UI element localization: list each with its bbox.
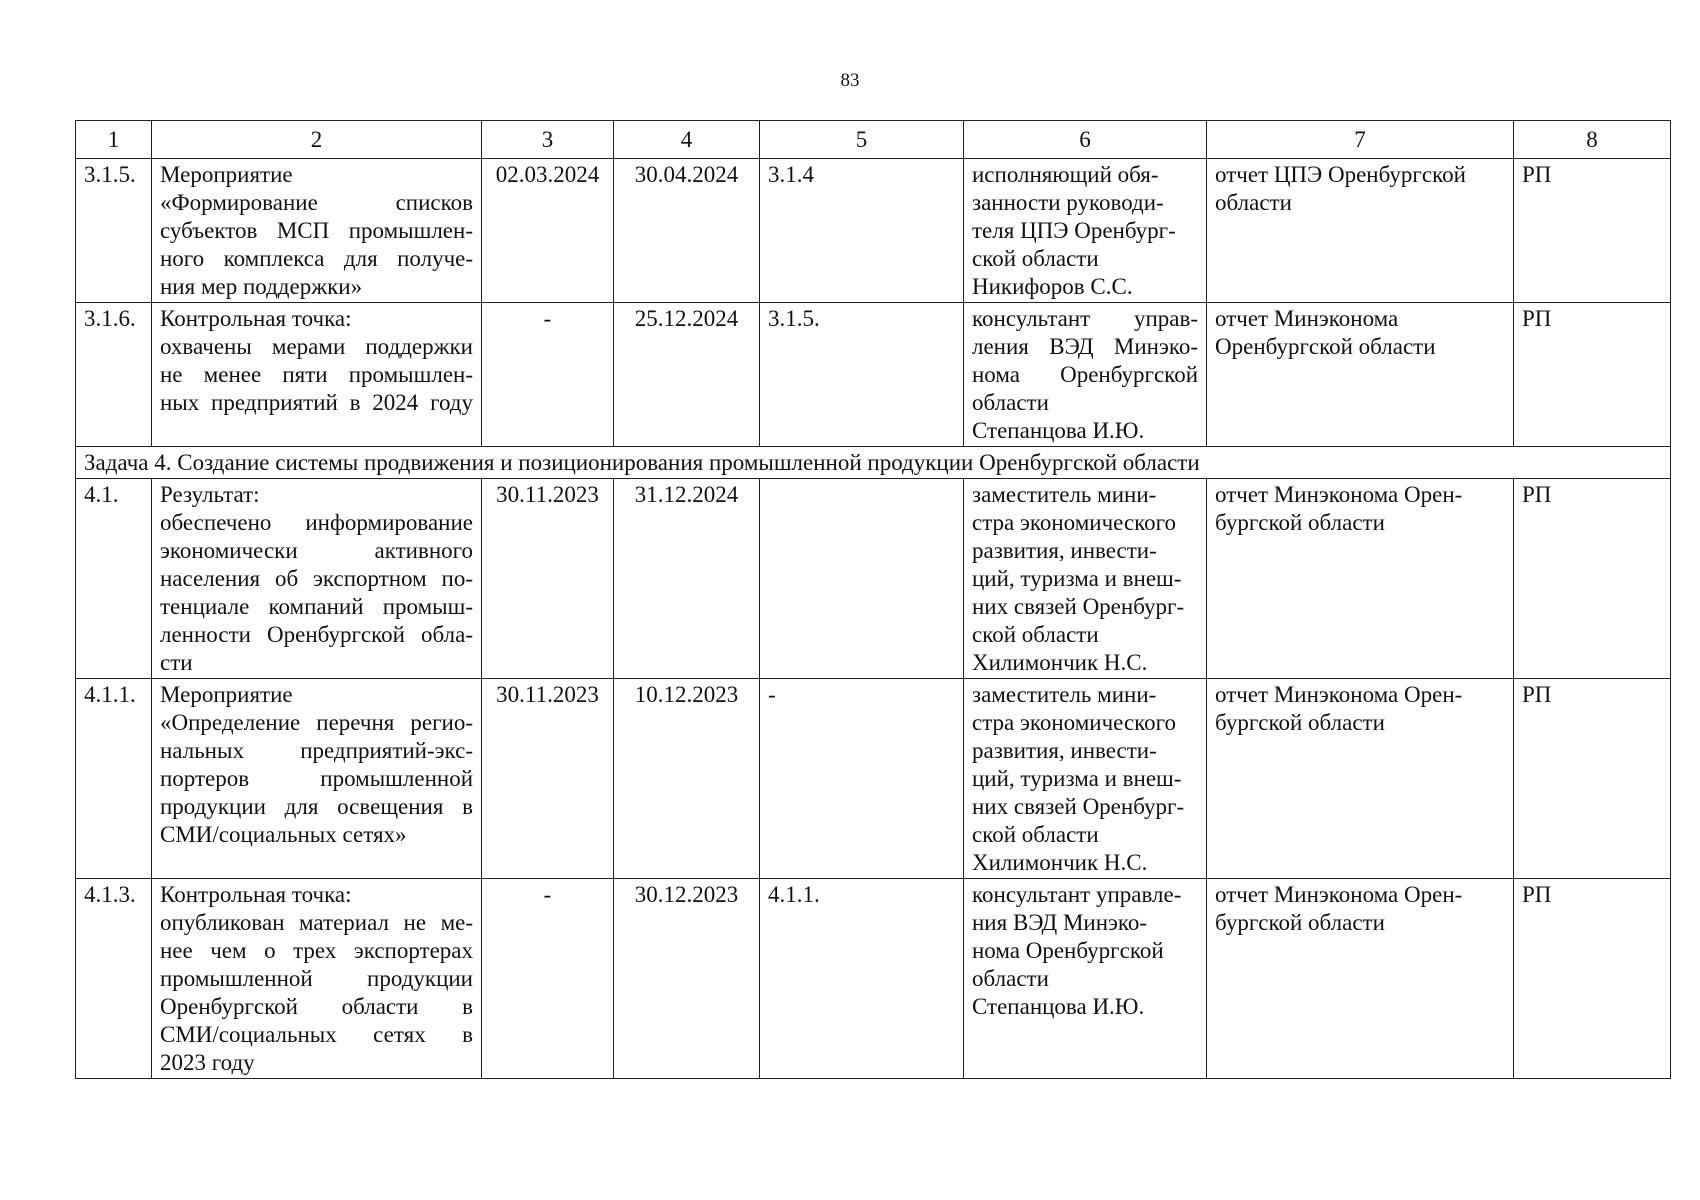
responsible-line: ния ВЭД Минэко- (972, 910, 1148, 935)
activity-line: СМИ/социальных сетях» (160, 822, 407, 847)
responsible-line: них связей Оренбург- (972, 594, 1185, 619)
activity-line: Мероприятие (160, 162, 293, 187)
activity-line: ных предприятий в 2024 году (160, 390, 473, 415)
responsible-cell (964, 479, 1207, 679)
responsible-cell (964, 303, 1207, 447)
end-date: 30.12.2023 (614, 879, 760, 1079)
activity-line: Контрольная точка: (160, 306, 352, 331)
report-cell (1207, 303, 1514, 447)
report-cell (1207, 479, 1514, 679)
predecessor (760, 479, 964, 679)
start-date: 30.11.2023 (482, 679, 614, 879)
start-date: - (482, 303, 614, 447)
activity-line: Результат: (160, 482, 260, 507)
responsible-line: ской области (972, 622, 1099, 647)
activity-line: ного комплекса для получе- (160, 246, 473, 271)
responsible-line: стра экономического (972, 510, 1177, 535)
predecessor: 3.1.4 (760, 159, 964, 303)
responsible-line: нома Оренбургской (972, 938, 1164, 963)
activity-line: ленности Оренбургской обла- (160, 622, 473, 647)
activity-line: портеров промышленной (160, 766, 473, 791)
activity-line: «Определение перечня регио- (160, 710, 473, 735)
activity-line: населения об экспортном по- (160, 566, 473, 591)
end-date: 31.12.2024 (614, 479, 760, 679)
end-date: 30.04.2024 (614, 159, 760, 303)
responsible-line: исполняющий обя- (972, 162, 1159, 187)
row-number: 4.1.3. (76, 879, 152, 1079)
column-number: 5 (760, 121, 964, 159)
column-number: 3 (482, 121, 614, 159)
activity-line: СМИ/социальных сетях в (160, 1022, 473, 1047)
activity-line: нее чем о трех экспортерах (160, 938, 473, 963)
start-date: 30.11.2023 (482, 479, 614, 679)
report-cell (1207, 679, 1514, 879)
responsible-line: Степанцова И.Ю. (972, 994, 1145, 1019)
start-date: - (482, 879, 614, 1079)
task-heading-row (76, 447, 1671, 479)
row-number: 3.1.5. (76, 159, 152, 303)
report-line: бургской области (1215, 510, 1385, 535)
report-line: бургской области (1215, 710, 1385, 735)
activity-cell (152, 879, 482, 1079)
responsible-line: них связей Оренбург- (972, 794, 1185, 819)
responsible-line: ций, туризма и внеш- (972, 566, 1182, 591)
responsible-line: Никифоров С.С. (972, 274, 1133, 299)
responsible-line: ления ВЭД Минэко- (972, 334, 1198, 359)
predecessor: 3.1.5. (760, 303, 964, 447)
end-date: 25.12.2024 (614, 303, 760, 447)
report-line: отчет Минэконома (1215, 306, 1399, 331)
report-line: отчет Минэконома Орен- (1215, 682, 1463, 707)
column-number: 6 (964, 121, 1207, 159)
activity-line: промышленной продукции (160, 966, 473, 991)
table-row (76, 479, 1671, 679)
column-number: 4 (614, 121, 760, 159)
document-type: РП (1514, 479, 1671, 679)
activity-line: нальных предприятий-экс- (160, 738, 473, 763)
responsible-line: области (972, 390, 1049, 415)
plan-table (75, 120, 1671, 1079)
responsible-line: консультант управ- (972, 306, 1198, 331)
activity-line: 2023 году (160, 1050, 255, 1075)
row-number: 3.1.6. (76, 303, 152, 447)
activity-line: продукции для освещения в (160, 794, 473, 819)
activity-line: Мероприятие (160, 682, 293, 707)
plan-table-body (76, 121, 1671, 1079)
activity-line: ния мер поддержки» (160, 274, 363, 299)
report-line: отчет Минэконома Орен- (1215, 482, 1463, 507)
task-heading: Задача 4. Создание системы продвижения и позиционирования промышленной продукции Оренбургской области (76, 447, 1671, 479)
activity-line: Контрольная точка: (160, 882, 352, 907)
responsible-line: ской области (972, 822, 1099, 847)
activity-line: субъектов МСП промышлен- (160, 218, 473, 243)
responsible-line: нома Оренбургской (972, 362, 1198, 387)
responsible-line: ций, туризма и внеш- (972, 766, 1182, 791)
column-number: 8 (1514, 121, 1671, 159)
activity-line: не менее пяти промышлен- (160, 362, 473, 387)
activity-line: тенциале компаний промыш- (160, 594, 473, 619)
activity-line: экономически активного (160, 538, 473, 563)
responsible-line: консультант управле- (972, 882, 1182, 907)
start-date: 02.03.2024 (482, 159, 614, 303)
responsible-line: Хилимончик Н.С. (972, 650, 1148, 675)
table-row (76, 879, 1671, 1079)
activity-cell (152, 159, 482, 303)
responsible-line: области (972, 966, 1049, 991)
responsible-line: развития, инвести- (972, 738, 1157, 763)
end-date: 10.12.2023 (614, 679, 760, 879)
predecessor: 4.1.1. (760, 879, 964, 1079)
responsible-line: Хилимончик Н.С. (972, 850, 1148, 875)
row-number: 4.1.1. (76, 679, 152, 879)
activity-line: опубликован материал не ме- (160, 910, 473, 935)
responsible-line: развития, инвести- (972, 538, 1157, 563)
column-number-row (76, 121, 1671, 159)
table-row (76, 679, 1671, 879)
column-number: 2 (152, 121, 482, 159)
report-line: области (1215, 190, 1292, 215)
activity-line: охвачены мерами поддержки (160, 334, 473, 359)
activity-cell (152, 303, 482, 447)
responsible-line: заместитель мини- (972, 682, 1157, 707)
row-number: 4.1. (76, 479, 152, 679)
responsible-cell (964, 679, 1207, 879)
report-line: отчет Минэконома Орен- (1215, 882, 1463, 907)
table-row (76, 159, 1671, 303)
responsible-line: стра экономического (972, 710, 1177, 735)
activity-line: сти (160, 650, 193, 675)
responsible-line: занности руководи- (972, 190, 1164, 215)
table-row (76, 303, 1671, 447)
activity-line: Оренбургской области в (160, 994, 473, 1019)
responsible-line: ской области (972, 246, 1099, 271)
responsible-cell (964, 159, 1207, 303)
report-line: отчет ЦПЭ Оренбургской (1215, 162, 1466, 187)
responsible-line: Степанцова И.Ю. (972, 418, 1145, 443)
activity-line: обеспечено информирование (160, 510, 473, 535)
responsible-cell (964, 879, 1207, 1079)
predecessor: - (760, 679, 964, 879)
responsible-line: теля ЦПЭ Оренбург- (972, 218, 1176, 243)
report-line: бургской области (1215, 910, 1385, 935)
column-number: 7 (1207, 121, 1514, 159)
activity-cell (152, 679, 482, 879)
responsible-line: заместитель мини- (972, 482, 1157, 507)
document-type: РП (1514, 159, 1671, 303)
report-cell (1207, 879, 1514, 1079)
document-type: РП (1514, 679, 1671, 879)
document-type: РП (1514, 879, 1671, 1079)
column-number: 1 (76, 121, 152, 159)
report-line: Оренбургской области (1215, 334, 1436, 359)
document-type: РП (1514, 303, 1671, 447)
activity-line: «Формирование списков (160, 190, 473, 215)
activity-cell (152, 479, 482, 679)
report-cell (1207, 159, 1514, 303)
page-number: 83 (840, 70, 860, 91)
